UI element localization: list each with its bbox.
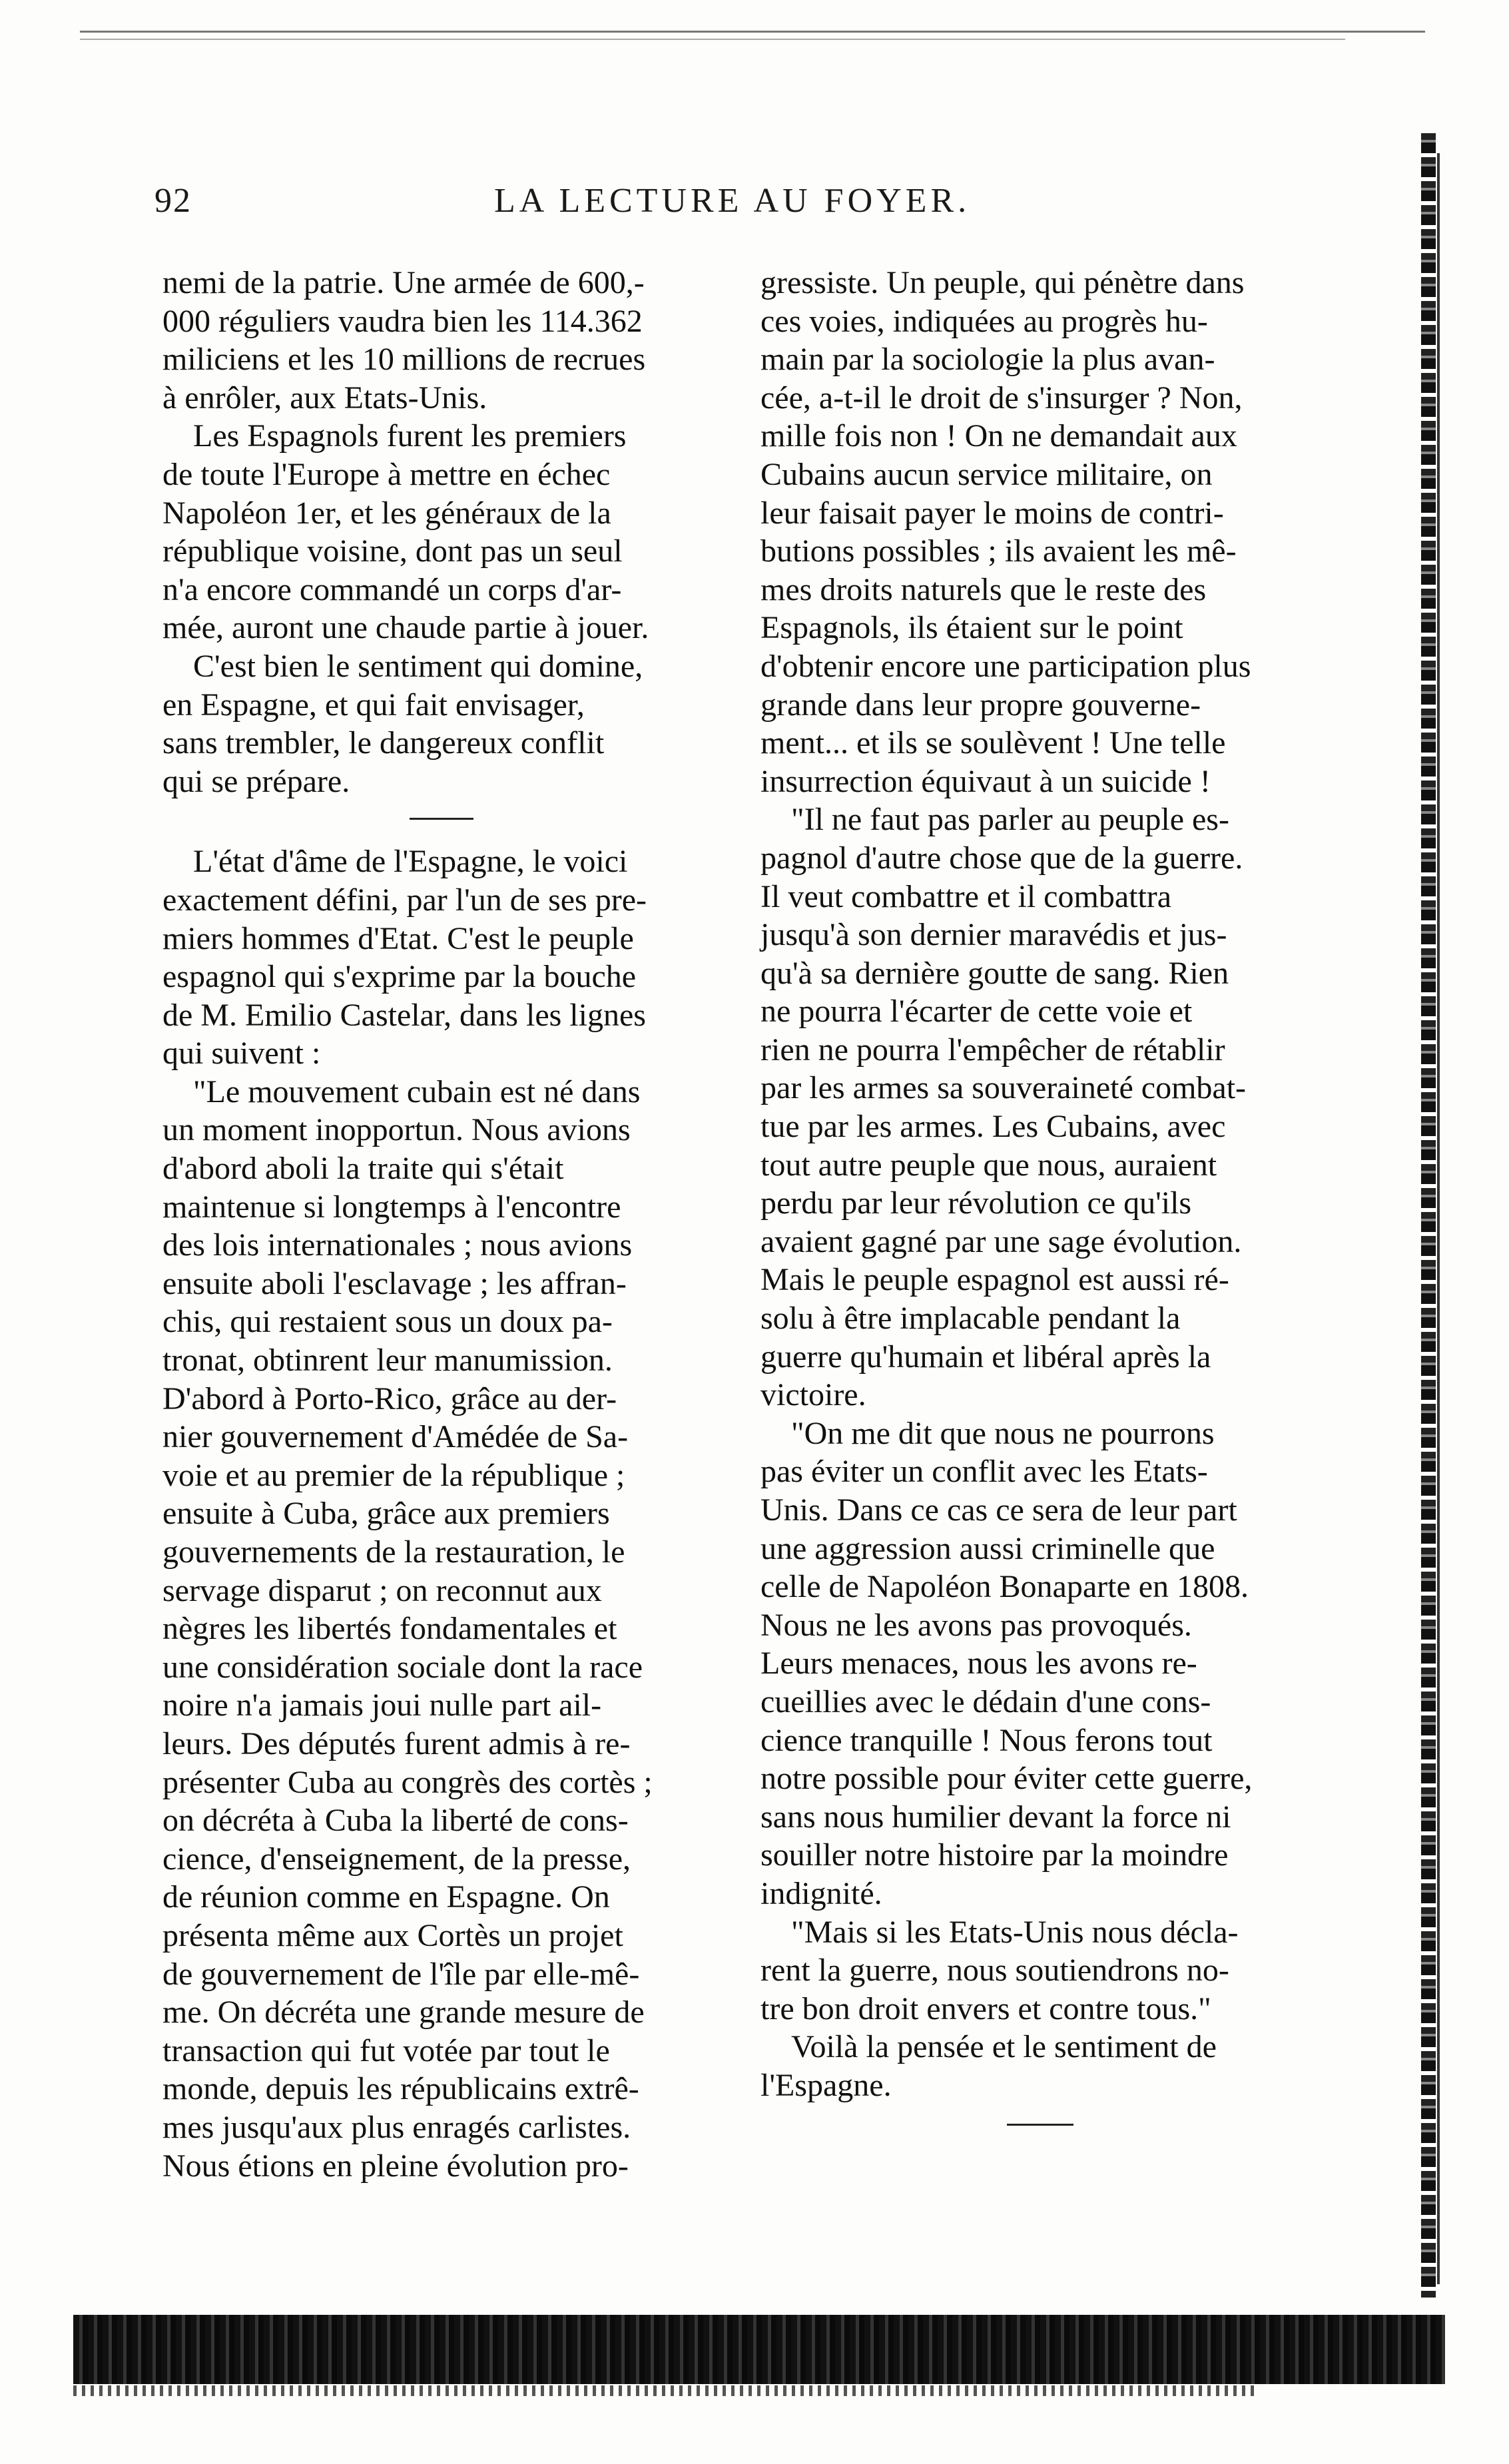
scan-edge-artifact	[1421, 133, 1436, 2298]
paragraph: "Mais si les Etats-Unis nous décla- rent la guerre, nous soutiendrons no- tre bon droit envers et contre tous."	[760, 1914, 1239, 2026]
page-header	[0, 181, 1509, 228]
scan-edge-line	[1437, 153, 1440, 2284]
paragraph: "Il ne faut pas parler au peuple es- pagnol d'autre chose que de la guerre. Il veut combattre et il combattra jusqu'à son dernier maravédis et jus- qu'à sa dernière goutte de sang. Rien ne pourra l'écarter de cette voie et rien ne pourra l'empêcher de rétablir par les armes sa souveraineté combat- tue par les armes. Les Cubains, avec tout autre peuple que nous, auraient perdu par leur révolution ce qu'ils avaient gagné par une sage évolution. Mais le peuple espagnol est aussi ré- solu à être implacable pendant la guerre qu'humain et libéral après la victoire.	[760, 802, 1247, 1413]
paragraph: "On me dit que nous ne pourrons pas éviter un conflit avec les Etats- Unis. Dans ce cas ce sera de leur part une aggression aussi criminelle que celle de Napoléon Bonaparte en 1808. Nous ne les avons pas provoqués. Leurs menaces, nous les avons re- cueillies avec le dédain d'une cons- cience tranquille ! Nous ferons tout notre possible pour éviter cette guerre, sans nous humilier devant la force ni souiller notre histoire par la moindre indignité.	[760, 1415, 1253, 1911]
paragraph: "Le mouvement cubain est né dans un moment inopportun. Nous avions d'abord aboli la traite qui s'était maintenue si longtemps à l'encontre des lois internationales ; nous avions ensuite aboli l'esclavage ; les affran- chis, qui restaient sous un doux pa- tronat, obtinrent leur manumission. D'abord à Porto-Rico, grâce au der- nier gouvernement d'Amédée de Sa- voie et au premier de la république ; ensuite à Cuba, grâce aux premiers gouvernements de la restauration, le servage disparut ; on reconnut aux nègres les libertés fondamentales et une considération sociale dont la race noire n'a jamais joui nulle part ail- leurs. Des députés furent admis à re- présenter Cuba au congrès des cortès ; on décréta à Cuba la liberté de cons- cience, d'enseignement, de la presse, de réunion comme en Espagne. On présenta même aux Cortès un projet de gouvernement de l'île par elle-mê- me. On décréta une grande mesure de transaction qui fut votée par tout le monde, depuis les républicains extrê- mes jusqu'aux plus enragés carlistes. Nous étions en pleine évolution pro-	[162, 1074, 653, 2184]
paragraph: C'est bien le sentiment qui domine, en Espagne, et qui fait envisager, sans trembler, le dangereux conflit qui se prépare.	[162, 648, 643, 799]
paragraph: Les Espagnols furent les premiers de toute l'Europe à mettre en échec Napoléon 1er, et les généraux de la république voisine, dont pas un seul n'a encore commandé un corps d'ar- mée, auront une chaude partie à jouer.	[162, 418, 649, 646]
paragraph: Voilà la pensée et le sentiment de l'Espagne.	[760, 2029, 1217, 2103]
paragraph: nemi de la patrie. Une armée de 600,- 000 réguliers vaudra bien les 114.362 miliciens et les 10 millions de recrues à enrôler, aux Etats-Unis.	[162, 265, 646, 416]
scan-bottom-band-fringe	[73, 2385, 1259, 2396]
scan-bottom-band	[73, 2315, 1445, 2384]
paragraph: gressiste. Un peuple, qui pénètre dans ces voies, indiquées au progrès hu- main par la sociologie la plus avan- cée, a-t-il le droit de s'insurger ? Non, mille fois non ! On ne demandait aux Cubains aucun service militaire, on leur faisait payer le moins de contri- butions possibles ; ils avaient les mê- mes droits naturels que le reste des Espagnols, ils étaient sur le point d'obtenir encore une participation plus grande dans leur propre gouverne- ment... et ils se soulèvent ! Une telle insurrection équivaut à un suicide !	[760, 265, 1251, 799]
top-border-line	[80, 31, 1425, 33]
running-title: LA LECTURE AU FOYER.	[494, 182, 971, 220]
right-column	[760, 264, 1332, 2126]
section-separator-rule	[410, 818, 473, 820]
left-column	[162, 264, 721, 2185]
page-number: 92	[154, 182, 192, 220]
top-border-line-secondary	[80, 39, 1345, 40]
paragraph: L'état d'âme de l'Espagne, le voici exactement défini, par l'un de ses pre- miers hommes d'Etat. C'est le peuple espagnol qui s'exprime par la bouche de M. Emilio Castelar, dans les lignes qui suivent :	[162, 844, 647, 1072]
end-separator-rule	[1007, 2124, 1073, 2126]
